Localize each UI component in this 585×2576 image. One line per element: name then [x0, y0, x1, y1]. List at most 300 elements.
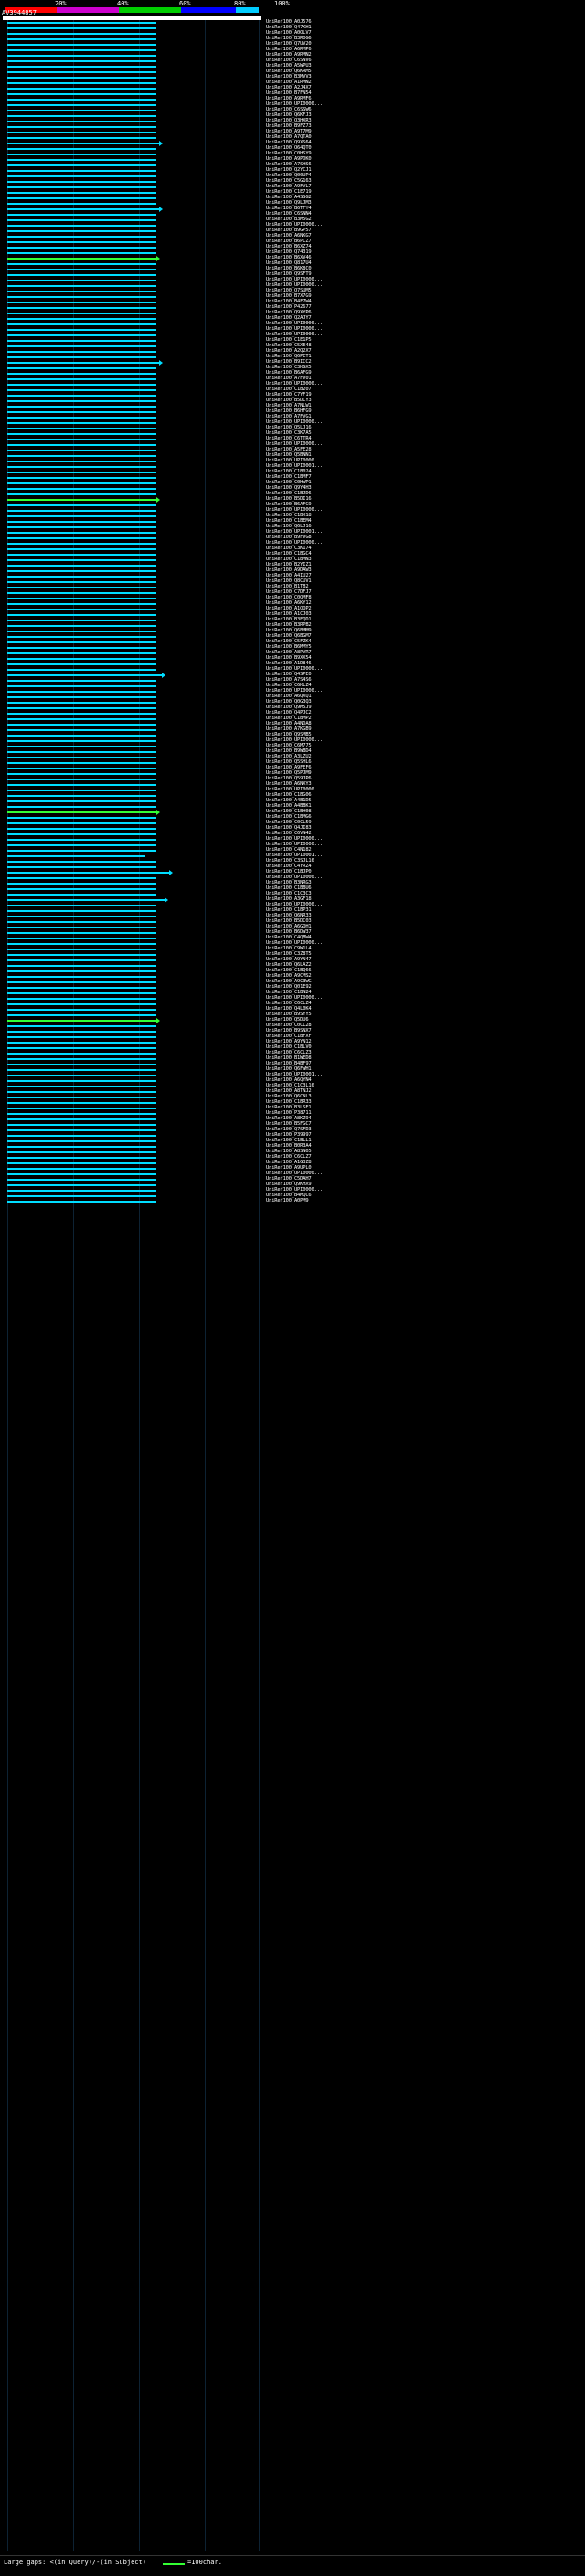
subject-label[interactable]: UniRef100_C1BJD6 [266, 491, 312, 496]
alignment-bar[interactable] [7, 44, 156, 46]
alignment-bar[interactable] [7, 757, 156, 758]
alignment-bar[interactable] [7, 718, 156, 720]
subject-label[interactable]: UniRef100_A2J4X7 [266, 85, 312, 90]
alignment-bar[interactable] [7, 378, 156, 380]
alignment-bar[interactable] [7, 33, 156, 35]
subject-label[interactable]: UniRef100_C3K174 [266, 546, 312, 551]
subject-label[interactable]: UniRef100_C1BP31 [266, 907, 312, 913]
alignment-bar[interactable] [7, 285, 156, 287]
subject-label[interactable]: UniRef100_C5XE48 [266, 343, 312, 348]
subject-label[interactable]: UniRef100_C6SSW6 [266, 107, 312, 112]
alignment-bar[interactable] [7, 472, 156, 473]
subject-label[interactable]: UniRef100_C4QBW4 [266, 935, 312, 940]
subject-label[interactable]: UniRef100_UPI0000... [266, 419, 323, 425]
alignment-bar[interactable] [7, 663, 156, 665]
alignment-bar[interactable] [7, 987, 156, 989]
alignment-bar[interactable] [7, 828, 156, 830]
subject-label[interactable]: UniRef100_C1BK18 [266, 513, 312, 518]
subject-label[interactable]: UniRef100_A4IU27 [266, 573, 312, 578]
subject-label[interactable]: UniRef100_Q9LJM3 [266, 200, 312, 206]
alignment-bar[interactable] [7, 1113, 156, 1115]
subject-label[interactable]: UniRef100_UPI0001... [266, 1072, 323, 1077]
alignment-bar[interactable] [7, 466, 156, 468]
subject-label[interactable]: UniRef100_A5WPU3 [266, 63, 312, 69]
alignment-bar[interactable] [7, 927, 156, 928]
alignment-bar[interactable] [7, 779, 156, 780]
alignment-bar[interactable] [7, 1014, 156, 1016]
subject-label[interactable]: UniRef100_A9UPL0 [266, 1165, 312, 1171]
alignment-bar[interactable] [7, 768, 156, 769]
alignment-bar[interactable] [7, 631, 156, 632]
subject-label[interactable]: UniRef100_A7FVG1 [266, 414, 312, 419]
alignment-bar[interactable] [7, 1195, 156, 1197]
alignment-bar[interactable] [7, 1140, 156, 1142]
alignment-bar[interactable] [7, 576, 156, 578]
subject-label[interactable]: UniRef100_C1BLV0 [266, 1044, 312, 1050]
subject-label[interactable]: UniRef100_B6K8C0 [266, 266, 312, 271]
alignment-bar[interactable] [7, 850, 156, 852]
alignment-bar[interactable] [7, 362, 159, 364]
alignment-bar[interactable] [7, 762, 156, 764]
alignment-bar[interactable] [7, 1025, 156, 1027]
alignment-bar[interactable] [7, 77, 156, 79]
subject-label[interactable]: UniRef100_B4F7W4 [266, 299, 312, 304]
subject-label[interactable]: UniRef100_C0CL59 [266, 820, 312, 825]
alignment-bar[interactable] [7, 318, 156, 320]
subject-label[interactable]: UniRef100_C6CLZ3 [266, 1050, 312, 1055]
alignment-bar[interactable] [7, 406, 156, 408]
subject-label[interactable]: UniRef100_C1BMP2 [266, 716, 312, 721]
subject-label[interactable]: UniRef100_C1BMG6 [266, 814, 312, 820]
subject-label[interactable]: UniRef100_C1E1P5 [266, 337, 312, 343]
subject-label[interactable]: UniRef100_Q6BMM9 [266, 628, 312, 633]
alignment-bar[interactable] [7, 932, 156, 934]
alignment-bar[interactable] [7, 291, 156, 292]
alignment-bar[interactable] [7, 477, 156, 479]
subject-label[interactable]: UniRef100_A9PDK0 [266, 156, 312, 162]
alignment-bar[interactable] [7, 274, 156, 276]
alignment-bar[interactable] [7, 1108, 156, 1109]
subject-label[interactable]: UniRef100_B9GP57 [266, 228, 312, 233]
alignment-bar[interactable] [7, 439, 156, 440]
subject-label[interactable]: UniRef100_Q5BNN1 [266, 452, 312, 458]
alignment-bar[interactable] [7, 746, 156, 747]
subject-label[interactable]: UniRef100_A9CMS2 [266, 973, 312, 979]
alignment-bar[interactable] [7, 795, 156, 797]
alignment-bar[interactable] [7, 861, 156, 863]
subject-label[interactable]: UniRef100_UPI0000... [266, 381, 323, 387]
subject-label[interactable]: UniRef100_A9FVL7 [266, 184, 312, 189]
alignment-bar[interactable] [7, 27, 156, 29]
subject-label[interactable]: UniRef100_Q2YCJ1 [266, 167, 312, 173]
subject-label[interactable]: UniRef100_B7FN54 [266, 90, 312, 96]
subject-label[interactable]: UniRef100_Q6FWH1 [266, 1066, 312, 1072]
alignment-bar[interactable] [7, 252, 156, 254]
subject-label[interactable]: UniRef100_A7FV01 [266, 376, 312, 381]
subject-label[interactable]: UniRef100_C1BLL1 [266, 1138, 312, 1143]
subject-label[interactable]: UniRef100_UPI0000... [266, 902, 323, 907]
subject-label[interactable]: UniRef100_UPI0000... [266, 326, 323, 332]
subject-label[interactable]: UniRef100_A4B1D5 [266, 798, 312, 803]
subject-label[interactable]: UniRef100_B5DCY3 [266, 398, 312, 403]
subject-label[interactable]: UniRef100_C1B024 [266, 469, 312, 474]
subject-label[interactable]: UniRef100_Q4PJC2 [266, 710, 312, 716]
subject-label[interactable]: UniRef100_A7S4S6 [266, 677, 312, 683]
alignment-bar[interactable] [7, 751, 156, 753]
alignment-bar[interactable] [7, 302, 156, 303]
alignment-bar[interactable] [7, 899, 165, 901]
alignment-bar[interactable] [7, 488, 156, 490]
alignment-bar[interactable] [7, 1064, 156, 1065]
subject-label[interactable]: UniRef100_Q817U4 [266, 260, 312, 266]
alignment-bar[interactable] [7, 559, 156, 561]
alignment-bar[interactable] [7, 351, 156, 353]
subject-label[interactable]: UniRef100_C7DFJ7 [266, 589, 312, 595]
alignment-bar[interactable] [7, 340, 156, 342]
alignment-bar[interactable] [7, 356, 156, 358]
subject-label[interactable]: UniRef100_C1C3L16 [266, 1083, 314, 1088]
alignment-bar[interactable] [7, 1069, 156, 1071]
subject-label[interactable]: UniRef100_A6QXQ1 [266, 694, 312, 699]
subject-label[interactable]: UniRef100_B4BF97 [266, 1061, 312, 1066]
alignment-bar[interactable] [7, 411, 156, 413]
subject-label[interactable]: UniRef100_B6HFG9 [266, 408, 312, 414]
subject-label[interactable]: UniRef100_B6DW37 [266, 929, 312, 935]
subject-label[interactable]: UniRef100_B9SNX7 [266, 1028, 312, 1034]
subject-label[interactable]: UniRef100_A6GQH1 [266, 924, 312, 929]
subject-label[interactable]: UniRef100_Q9M5J9 [266, 705, 312, 710]
subject-label[interactable]: UniRef100_A7QTA0 [266, 134, 312, 140]
alignment-bar[interactable] [7, 669, 156, 671]
alignment-bar[interactable] [7, 126, 156, 128]
alignment-bar[interactable] [7, 817, 156, 819]
subject-label[interactable]: UniRef100_C5FZK4 [266, 639, 312, 644]
alignment-bar[interactable] [7, 1173, 156, 1175]
subject-label[interactable]: UniRef100_B9FZ73 [266, 123, 312, 129]
alignment-bar[interactable] [7, 943, 156, 945]
alignment-bar[interactable] [7, 570, 156, 572]
subject-label[interactable]: UniRef100_C6KLZ4 [266, 683, 312, 688]
subject-label[interactable]: UniRef100_Q5LJ16 [266, 425, 312, 430]
alignment-bar[interactable] [7, 225, 156, 227]
alignment-bar[interactable] [7, 181, 156, 183]
subject-label[interactable]: UniRef100_C9W1L4 [266, 946, 312, 951]
subject-label[interactable]: UniRef100_C1BR33 [266, 1099, 312, 1105]
subject-label[interactable]: UniRef100_A9T7M9 [266, 129, 312, 134]
subject-label[interactable]: UniRef100_UPI0000... [266, 101, 323, 107]
alignment-bar[interactable] [7, 625, 156, 627]
subject-label[interactable]: UniRef100_UPI0000... [266, 321, 323, 326]
subject-label[interactable]: UniRef100_C1BH08 [266, 809, 312, 814]
alignment-bar[interactable] [7, 587, 156, 588]
alignment-bar[interactable] [7, 735, 156, 737]
subject-label[interactable]: UniRef100_UPI0000... [266, 836, 323, 842]
subject-label[interactable]: UniRef100_A4SSG2 [266, 195, 312, 200]
subject-label[interactable]: UniRef100_Q6NR33 [266, 913, 312, 918]
alignment-bar[interactable] [7, 910, 156, 912]
subject-label[interactable]: UniRef100_P39997 [266, 1132, 312, 1138]
alignment-bar[interactable] [7, 115, 156, 117]
alignment-bar[interactable] [7, 164, 156, 166]
subject-label[interactable]: UniRef100_Q3HXR3 [266, 118, 312, 123]
subject-label[interactable]: UniRef100_B3MVV3 [266, 74, 312, 80]
subject-label[interactable]: UniRef100_Q6LAZ2 [266, 962, 312, 968]
subject-label[interactable]: UniRef100_A1G3Z8 [266, 1160, 312, 1165]
alignment-bar[interactable] [7, 1053, 156, 1055]
alignment-bar[interactable] [7, 691, 156, 693]
alignment-bar[interactable] [7, 296, 156, 298]
alignment-bar[interactable] [7, 833, 156, 835]
subject-label[interactable]: UniRef100_C1BG06 [266, 792, 312, 798]
alignment-bar[interactable] [7, 38, 156, 40]
subject-label[interactable]: UniRef100_C0HSY9 [266, 151, 312, 156]
subject-label[interactable]: UniRef100_Q6BGM7 [266, 633, 312, 639]
alignment-bar[interactable] [7, 702, 156, 704]
alignment-bar[interactable] [7, 921, 156, 923]
alignment-bar[interactable] [7, 839, 156, 841]
alignment-bar[interactable] [7, 905, 156, 906]
subject-label[interactable]: UniRef100_A9C3WG [266, 979, 312, 984]
subject-label[interactable]: UniRef100_A9RMF6 [266, 96, 312, 101]
alignment-bar[interactable] [7, 258, 156, 260]
subject-label[interactable]: UniRef100_A1OOP2 [266, 606, 312, 611]
subject-label[interactable]: UniRef100_Q6LJ16 [266, 524, 312, 529]
alignment-bar[interactable] [7, 482, 156, 484]
alignment-bar[interactable] [7, 1075, 156, 1076]
alignment-bar[interactable] [7, 444, 156, 446]
subject-label[interactable]: UniRef100_Q6KFJ3 [266, 112, 312, 118]
alignment-bar[interactable] [7, 137, 156, 139]
alignment-bar[interactable] [7, 1058, 156, 1060]
subject-label[interactable]: UniRef100_B6MMY5 [266, 644, 312, 650]
alignment-bar[interactable] [7, 992, 156, 994]
subject-label[interactable]: UniRef100_C1BGC4 [266, 551, 312, 557]
alignment-bar[interactable] [7, 1179, 156, 1181]
subject-label[interactable]: UniRef100_C1C3C3 [266, 891, 312, 896]
subject-label[interactable]: UniRef100_B6AFG9 [266, 370, 312, 376]
subject-label[interactable]: UniRef100_Q7SUM5 [266, 288, 312, 293]
alignment-bar[interactable] [7, 1118, 156, 1120]
subject-label[interactable]: UniRef100_C1E719 [266, 189, 312, 195]
subject-label[interactable]: UniRef100_A6KY12 [266, 600, 312, 606]
subject-label[interactable]: UniRef100_UPI0000... [266, 940, 323, 946]
subject-label[interactable]: UniRef100_C6SNV6 [266, 58, 312, 63]
alignment-bar[interactable] [7, 203, 156, 205]
subject-label[interactable]: UniRef100_C0HWP1 [266, 480, 312, 485]
alignment-bar[interactable] [7, 417, 156, 419]
alignment-bar[interactable] [7, 537, 156, 539]
alignment-bar[interactable] [7, 55, 156, 57]
subject-label[interactable]: UniRef100_C3KGX5 [266, 365, 312, 370]
subject-label[interactable]: UniRef100_C6VN42 [266, 831, 312, 836]
alignment-bar[interactable] [7, 99, 156, 101]
alignment-bar[interactable] [7, 1201, 156, 1203]
alignment-bar[interactable] [7, 236, 156, 238]
alignment-bar[interactable] [7, 60, 156, 62]
subject-label[interactable]: UniRef100_Q59JP6 [266, 776, 312, 781]
alignment-bar[interactable] [7, 954, 156, 956]
alignment-bar[interactable] [7, 230, 156, 232]
subject-label[interactable]: UniRef100_A4NDA8 [266, 721, 312, 726]
alignment-bar[interactable] [7, 647, 156, 649]
alignment-bar[interactable] [7, 214, 156, 216]
subject-label[interactable]: UniRef100_Q7UV20 [266, 41, 312, 47]
alignment-bar[interactable] [7, 949, 156, 950]
subject-label[interactable]: UniRef100_Q2AJY7 [266, 315, 312, 321]
subject-label[interactable]: UniRef100_Q4L0K4 [266, 1006, 312, 1012]
alignment-bar[interactable] [7, 1097, 156, 1098]
subject-label[interactable]: UniRef100_A1D846 [266, 661, 312, 666]
subject-label[interactable]: UniRef100_UPI0000... [266, 737, 323, 743]
alignment-bar[interactable] [7, 1036, 156, 1038]
subject-label[interactable]: UniRef100_C6CLZ7 [266, 1154, 312, 1160]
alignment-bar[interactable] [7, 883, 156, 885]
subject-label[interactable]: UniRef100_B4MQC6 [266, 1193, 312, 1198]
subject-label[interactable]: UniRef100_C6CLZ4 [266, 1001, 312, 1006]
subject-label[interactable]: UniRef100_P38711 [266, 1110, 312, 1116]
alignment-bar[interactable] [7, 784, 156, 786]
alignment-bar[interactable] [7, 219, 156, 221]
subject-label[interactable]: UniRef100_UPI0000... [266, 1171, 323, 1176]
subject-label[interactable]: UniRef100_UPI0000... [266, 458, 323, 463]
subject-label[interactable]: UniRef100_B6AFG9 [266, 502, 312, 507]
alignment-bar[interactable] [7, 241, 156, 243]
alignment-bar[interactable] [7, 82, 156, 84]
subject-label[interactable]: UniRef100_B6TFY4 [266, 206, 312, 211]
alignment-bar[interactable] [7, 938, 156, 939]
alignment-bar[interactable] [7, 806, 156, 808]
alignment-bar[interactable] [7, 707, 156, 709]
alignment-bar[interactable] [7, 263, 156, 265]
alignment-bar[interactable] [7, 641, 156, 643]
subject-label[interactable]: UniRef100_A3LZU2 [266, 754, 312, 759]
alignment-bar[interactable] [7, 614, 156, 616]
alignment-bar[interactable] [7, 186, 156, 188]
subject-label[interactable]: UniRef100_A8PVR7 [266, 650, 312, 655]
subject-label[interactable]: UniRef100_Q00UP4 [266, 173, 312, 178]
alignment-bar[interactable] [7, 88, 156, 90]
subject-label[interactable]: UniRef100_O64QT0 [266, 145, 312, 151]
alignment-bar[interactable] [7, 959, 156, 961]
alignment-bar[interactable] [7, 658, 156, 660]
alignment-bar[interactable] [7, 1009, 156, 1011]
alignment-bar[interactable] [7, 603, 156, 605]
alignment-bar[interactable] [7, 1020, 156, 1022]
subject-label[interactable]: UniRef100_A6RMP6 [266, 47, 312, 52]
subject-label[interactable]: UniRef100_Q01E92 [266, 984, 312, 990]
subject-label[interactable]: UniRef100_Q4JI83 [266, 825, 312, 831]
alignment-bar[interactable] [7, 811, 156, 813]
alignment-bar[interactable] [7, 724, 156, 726]
alignment-bar[interactable] [7, 1135, 156, 1137]
subject-label[interactable]: UniRef100_C6M775 [266, 743, 312, 748]
subject-label[interactable]: UniRef100_A9RMN2 [266, 52, 312, 58]
subject-label[interactable]: UniRef100_C6SNN4 [266, 211, 312, 217]
alignment-bar[interactable] [7, 22, 156, 24]
subject-label[interactable]: UniRef100_UPI0000... [266, 507, 323, 513]
alignment-bar[interactable] [7, 740, 156, 742]
subject-label[interactable]: UniRef100_B3LSE1 [266, 1105, 312, 1110]
alignment-bar[interactable] [7, 323, 156, 325]
subject-label[interactable]: UniRef100_UPI0000... [266, 666, 323, 672]
subject-label[interactable]: UniRef100_C1BMF7 [266, 474, 312, 480]
subject-label[interactable]: UniRef100_UPI0000... [266, 222, 323, 228]
subject-label[interactable]: UniRef100_UPI0000... [266, 277, 323, 282]
subject-label[interactable]: UniRef100_A1RMN2 [266, 80, 312, 85]
subject-label[interactable]: UniRef100_C3Z8T5 [266, 951, 312, 957]
subject-label[interactable]: UniRef100_A4BBK1 [266, 803, 312, 809]
subject-label[interactable]: UniRef100_B3M5G2 [266, 217, 312, 222]
subject-label[interactable]: UniRef100_B9ICC2 [266, 359, 312, 365]
alignment-bar[interactable] [7, 110, 156, 111]
alignment-bar[interactable] [7, 1124, 156, 1126]
alignment-bar[interactable] [7, 334, 156, 336]
subject-label[interactable]: UniRef100_A6NXY3 [266, 781, 312, 787]
alignment-bar[interactable] [7, 510, 156, 512]
alignment-bar[interactable] [7, 713, 156, 715]
subject-label[interactable]: UniRef100_B3RPB2 [266, 622, 312, 628]
alignment-bar[interactable] [7, 104, 156, 106]
subject-label[interactable]: UniRef100_C5DAH7 [266, 1176, 312, 1182]
alignment-bar[interactable] [7, 916, 156, 917]
alignment-bar[interactable] [7, 773, 156, 775]
alignment-bar[interactable] [7, 93, 156, 95]
alignment-bar[interactable] [7, 609, 156, 610]
alignment-bar[interactable] [7, 143, 159, 144]
alignment-bar[interactable] [7, 554, 156, 556]
subject-label[interactable]: UniRef100_A6QYN4 [266, 1077, 312, 1083]
alignment-bar[interactable] [7, 1047, 156, 1049]
alignment-bar[interactable] [7, 329, 156, 331]
alignment-bar[interactable] [7, 389, 156, 391]
alignment-bar[interactable] [7, 66, 156, 68]
alignment-bar[interactable] [7, 132, 156, 133]
alignment-bar[interactable] [7, 970, 156, 972]
subject-label[interactable]: UniRef100_A9YN12 [266, 1039, 312, 1044]
subject-label[interactable]: UniRef100_Q6PET1 [266, 354, 312, 359]
alignment-bar[interactable] [7, 1102, 156, 1104]
subject-label[interactable]: UniRef100_C1B207 [266, 387, 312, 392]
subject-label[interactable]: UniRef100_A8SN05 [266, 1149, 312, 1154]
alignment-bar[interactable] [7, 433, 156, 435]
subject-label[interactable]: UniRef100_Q4SPE0 [266, 672, 312, 677]
subject-label[interactable]: UniRef100_Q6KRM5 [266, 69, 312, 74]
subject-label[interactable]: UniRef100_B6PCZ7 [266, 239, 312, 244]
alignment-bar[interactable] [7, 504, 156, 506]
subject-label[interactable]: UniRef100_C6TTR4 [266, 436, 312, 441]
subject-label[interactable]: UniRef100_B9XX54 [266, 655, 312, 661]
alignment-bar[interactable] [7, 526, 156, 528]
subject-label[interactable]: UniRef100_A8KZ94 [266, 1116, 312, 1121]
subject-label[interactable]: UniRef100_A9FEF6 [266, 765, 312, 770]
subject-label[interactable]: UniRef100_B1TB2 [266, 584, 309, 589]
alignment-bar[interactable] [7, 148, 156, 150]
subject-label[interactable]: UniRef100_C1BQ66 [266, 968, 312, 973]
alignment-bar[interactable] [7, 373, 156, 375]
subject-label[interactable]: UniRef100_C4YRZ4 [266, 864, 312, 869]
alignment-bar[interactable] [7, 872, 169, 874]
alignment-bar[interactable] [7, 515, 156, 517]
subject-label[interactable]: UniRef100_UPI0000... [266, 688, 323, 694]
subject-label[interactable]: UniRef100_B0R3A4 [266, 1143, 312, 1149]
subject-label[interactable]: UniRef100_Q6CNL3 [266, 1094, 312, 1099]
subject-label[interactable]: UniRef100_A9YN47 [266, 957, 312, 962]
subject-label[interactable]: UniRef100_B6XZ74 [266, 244, 312, 249]
alignment-bar[interactable] [7, 965, 156, 967]
alignment-bar[interactable] [7, 197, 156, 199]
alignment-bar[interactable] [7, 49, 156, 51]
alignment-bar[interactable] [7, 532, 156, 534]
